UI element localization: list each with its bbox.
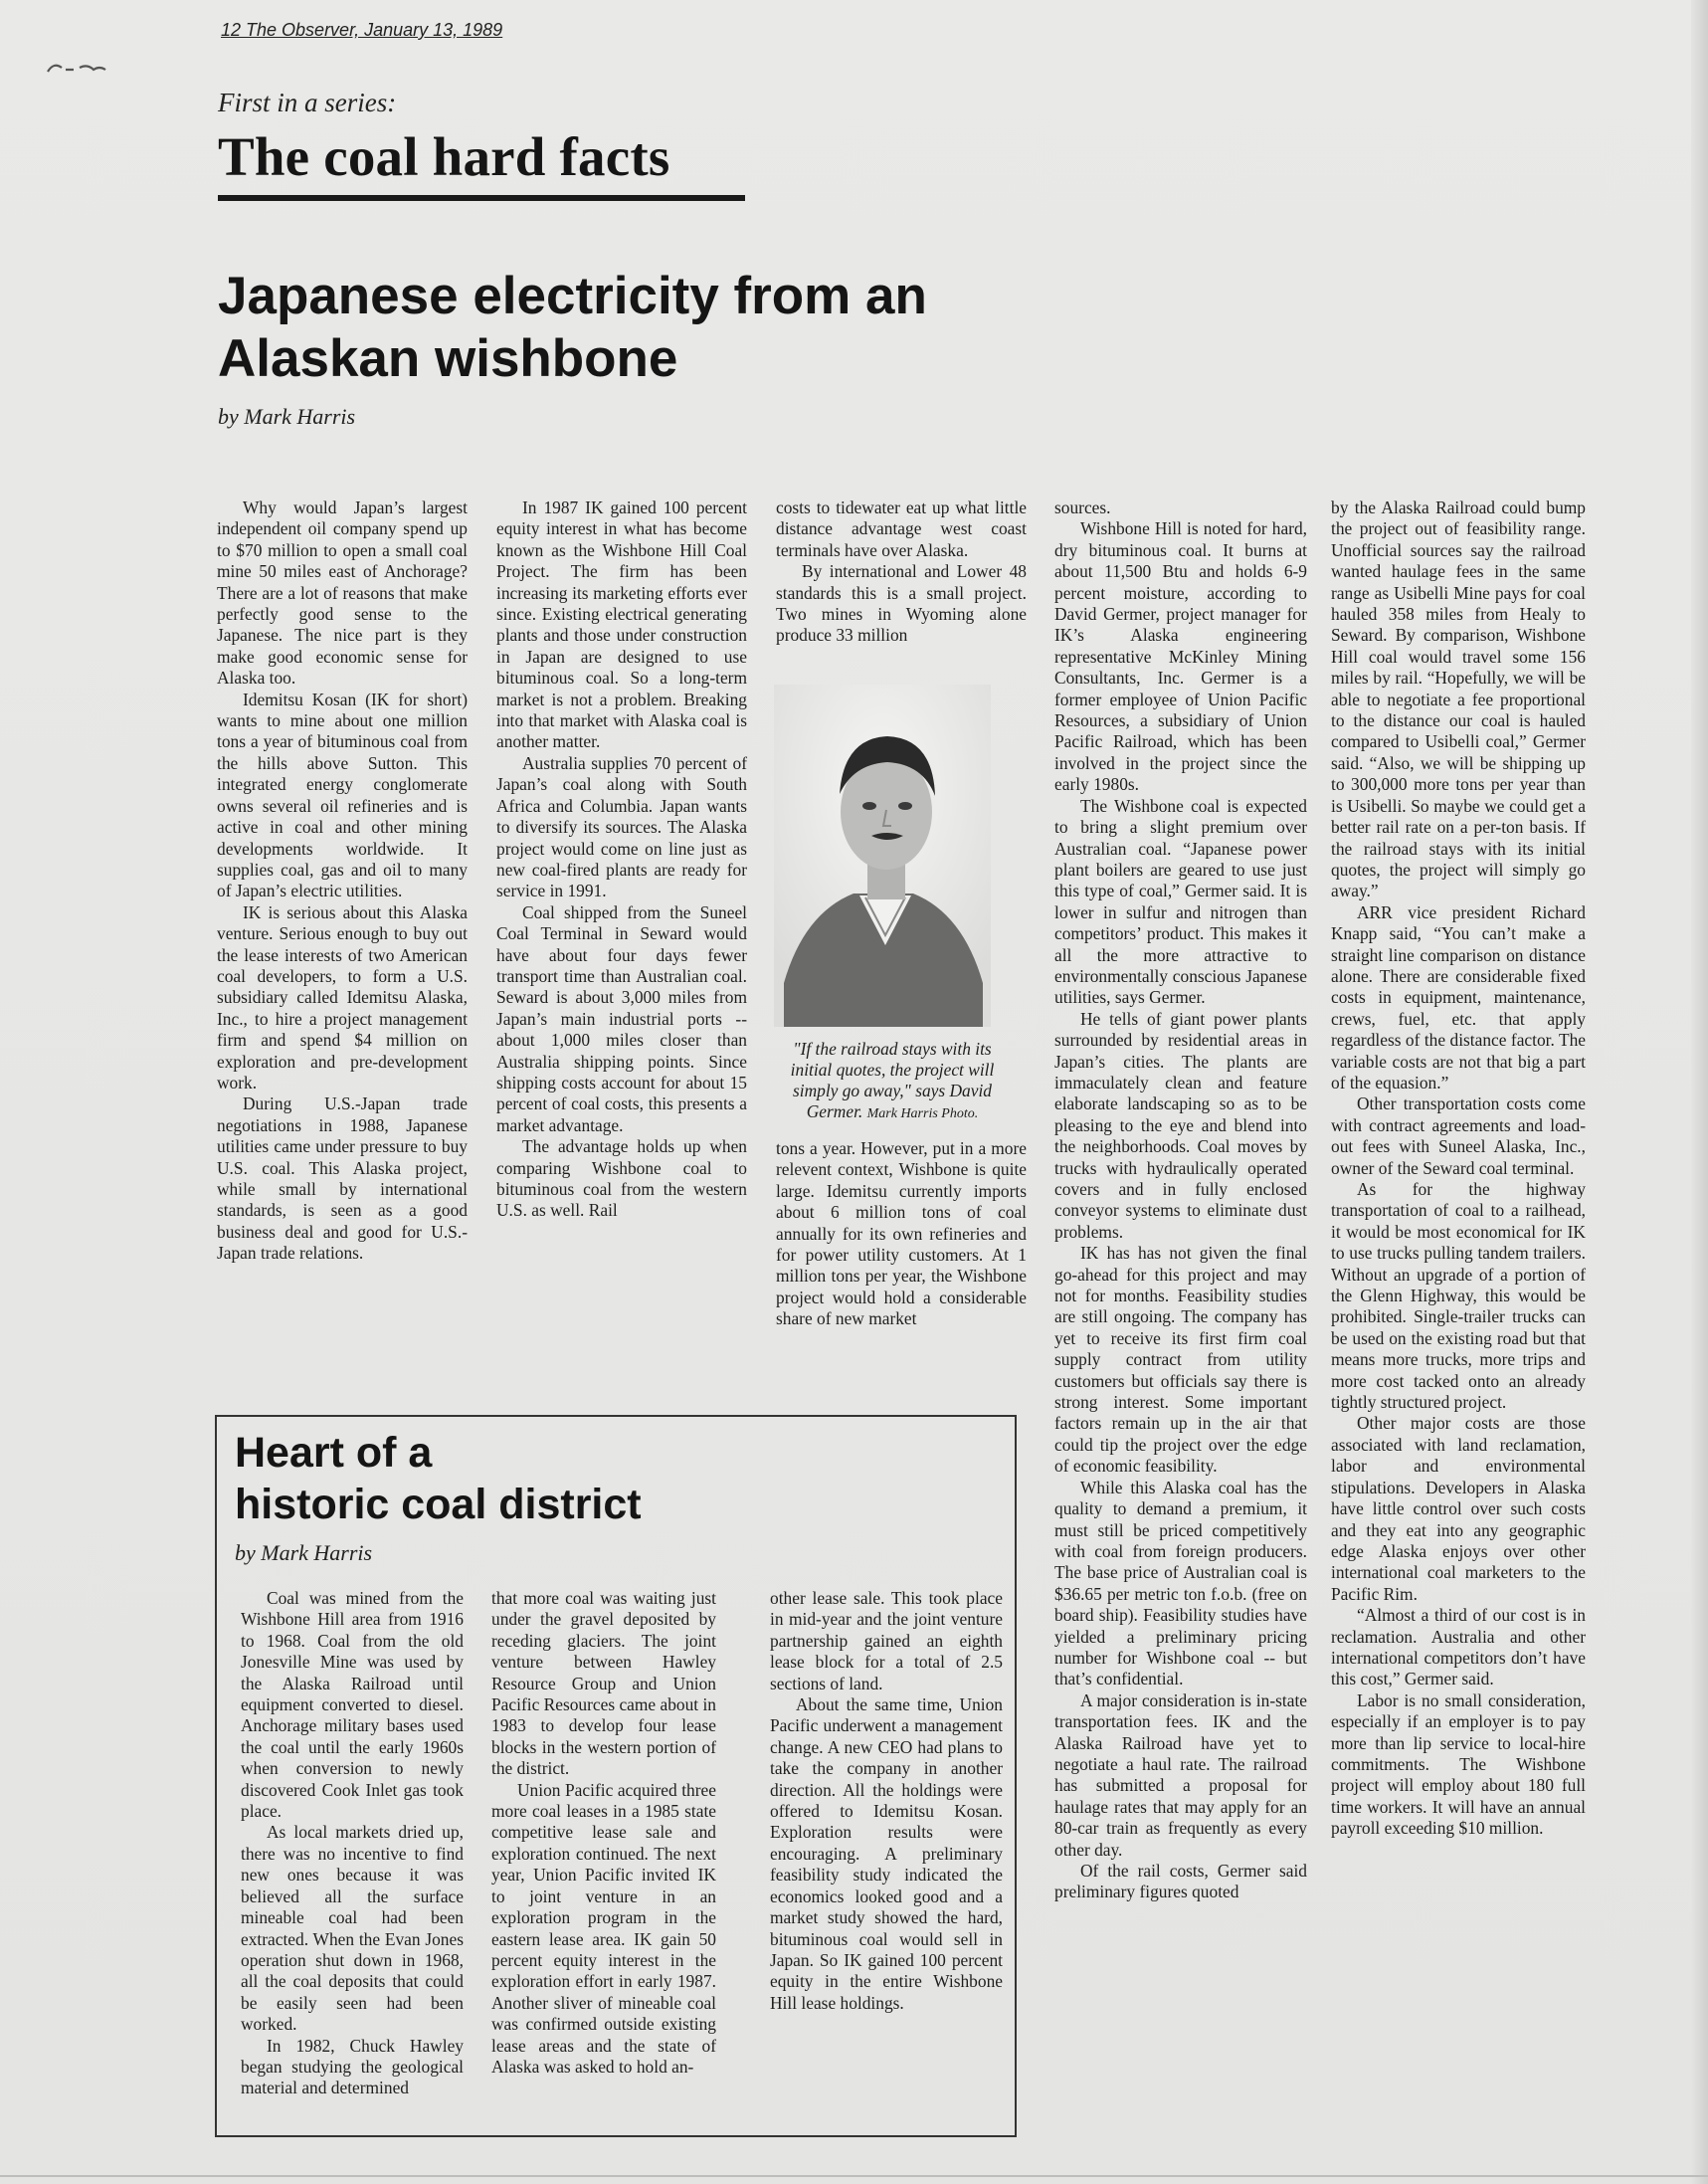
paragraph: other lease sale. This took place in mid-year and the joint venture partnership gained an eighth lease block for a total of 2.5 sections of land. bbox=[770, 1588, 1003, 1693]
pen-mark bbox=[44, 58, 143, 78]
paragraph: Of the rail costs, Germer said preliminary figures quoted bbox=[1054, 1861, 1307, 1902]
sidebar-column-1 bbox=[241, 1588, 464, 2099]
paragraph: Idemitsu Kosan (IK for short) wants to mine about one million tons a year of bituminous coal from the hills above Sutton. This integrated energy conglomerate owns several oil refineries and is active in coal and other mining developments worldwide. It supplies coal, gas and oil to many of Japan’s electric utilities. bbox=[217, 689, 468, 901]
article-column-3-bottom bbox=[776, 1138, 1027, 1330]
sidebar-column-2 bbox=[491, 1588, 716, 2078]
paragraph: Why would Japan’s largest independent oil company spend up to $70 million to open a small coal mine 50 miles east of Anchorage? There are a lot of reasons that make perfectly good sense to the Japanese. The nice part is they make good economic sense for Alaska too. bbox=[217, 497, 468, 689]
paragraph: A major consideration is in-state transportation fees. IK and the Alaska Railroad have yet to negotiate a haul rate. The railroad has submitted a proposal for haulage rates that may apply for an 80-car train as frequently as every other day. bbox=[1054, 1689, 1307, 1860]
portrait-photo bbox=[774, 685, 991, 1027]
paragraph: He tells of giant power plants surrounded by residential areas in Japan’s cities. The plants are immaculately clean and feature elaborate landscaping so as to be pleasing to the eye and blend into the neighborhoods. Coal moves by trucks with hydraulically operated covers and in fully enclosed conveyor systems to eliminate dust problems. bbox=[1054, 1008, 1307, 1242]
paragraph: costs to tidewater eat up what little distance advantage west coast terminals have over Alaska. bbox=[776, 497, 1027, 560]
paragraph: IK has has not given the final go-ahead for this project and may not for months. Feasibility studies are still ongoing. The company has yet to receive its first firm coal supply contract from utility customers but officials say there is strong interest. Some important factors remain up in the air that could tip the project over the edge of economic feasibility. bbox=[1054, 1243, 1307, 1477]
paragraph: In 1987 IK gained 100 percent equity interest in what has become known as the Wishbone Hill Coal Project. The firm has been increasing its marketing efforts ever since. Existing electrical generating plants and those under construction in Japan are designed to use bituminous coal. So a long-term market is not a problem. Breaking into that market with Alaska coal is another matter. bbox=[496, 497, 747, 752]
page-folio: 12 The Observer, January 13, 1989 bbox=[221, 20, 503, 40]
paragraph: The advantage holds up when comparing Wishbone coal to bituminous coal from the western U.S. as well. Rail bbox=[496, 1136, 747, 1221]
sidebar-headline bbox=[235, 1427, 792, 1530]
sidebar-byline: by Mark Harris bbox=[235, 1540, 373, 1565]
article-headline-line: Japanese electricity from an bbox=[218, 267, 927, 325]
page-edge-shadow bbox=[1691, 0, 1708, 2184]
paragraph: tons a year. However, put in a more relevent context, Wishbone is quite large. Idemitsu currently imports about 6 million tons of coal annually for its own refineries and for power utility customers. At 1 million tons per year, the Wishbone project would hold a considerable share of new market bbox=[776, 1138, 1027, 1329]
article-column-4 bbox=[1054, 497, 1307, 1903]
paragraph: sources. bbox=[1054, 497, 1111, 517]
paragraph: Coal shipped from the Suneel Coal Terminal in Seward would have about four days fewer transport time than Australian coal. Seward is about 3,000 miles from Japan’s main industrial ports -- about 1,000 miles closer than Australia shipping points. Since shipping costs account for about 15 percent of coal costs, this presents a market advantage. bbox=[496, 901, 747, 1135]
photo-caption-text: "If the railroad stays with its initial quotes, the project will simply go away," says David Germer. bbox=[790, 1039, 995, 1121]
paragraph: Other transportation costs come with contract agreements and load-out fees with Suneel Alaska, Inc., owner of the Seward coal terminal. bbox=[1331, 1093, 1586, 1178]
article-byline: by Mark Harris bbox=[218, 404, 356, 429]
paragraph: Coal was mined from the Wishbone Hill area from 1916 to 1968. Coal from the old Jonesville Mine was used by the Alaska Railroad until equipment converted to diesel. Anchorage military bases used the coal until the early 1960s when conversion to newly discovered Cook Inlet gas took place. bbox=[241, 1588, 464, 1822]
paragraph: Other major costs are those associated with land reclamation, labor and environmental stipulations. Developers in Alaska have little control over such costs and they eat into any geographic edge Alaska enjoys over other international coal marketers to the Pacific Rim. bbox=[1331, 1413, 1586, 1604]
sidebar-headline-line: Heart of a bbox=[235, 1429, 433, 1477]
paragraph: The Wishbone coal is expected to bring a slight premium over Australian coal. “Japanese power plant boilers are geared to use just this type of coal,” Germer said. It is lower in sulfur and nitrogen than competitors’ product. This makes it all the more attractive to environmentally conscious Japanese utilities, says Germer. bbox=[1054, 795, 1307, 1008]
photo-caption bbox=[774, 1039, 1011, 1124]
article-headline bbox=[218, 265, 1113, 390]
article-column-2 bbox=[496, 497, 747, 1222]
paragraph: that more coal was waiting just under the gravel deposited by receding glaciers. The joint venture between Hawley Resource Group and Union Pacific Resources came about in 1983 to develop four lease blocks in the western portion of the district. bbox=[491, 1588, 716, 1779]
paragraph: ARR vice president Richard Knapp said, “You can’t make a straight line comparison on distance alone. There are considerable fixed costs in equipment, maintenance, crews, fuel, etc. that apply regardless of the distance factor. The variable costs are not that big a part of the equasion.” bbox=[1331, 901, 1586, 1092]
paragraph: As local markets dried up, there was no incentive to find new ones because it was believed all the surface mineable coal had been extracted. When the Evan Jones operation shut down in 1968, all the coal deposits that could be easily seen had been worked. bbox=[241, 1822, 464, 2035]
paragraph: Union Pacific acquired three more coal leases in a 1985 state competitive lease sale and exploration continued. The next year, Union Pacific invited IK to joint venture in an exploration program in the eastern lease area. IK gain 50 percent equity interest in the exploration effort in early 1987. Another sliver of mineable coal was confirmed outside existing lease areas and the state of Alaska was asked to hold an- bbox=[491, 1779, 716, 2077]
sidebar-column-3 bbox=[770, 1588, 1003, 2014]
paragraph: “Almost a third of our cost is in reclamation. Australia and other international competitors don’t have this cost,” Germer said. bbox=[1331, 1605, 1586, 1689]
paragraph: by the Alaska Railroad could bump the project out of feasibility range. Unofficial sources say the railroad wanted haulage fees in the same range as Usibelli Mine pays for coal hauled 358 miles from Healy to Seward. By comparison, Wishbone Hill coal would travel some 156 miles by rail. “Hopefully, we will be able to negotiate a fee proportional to the distance our coal is hauled compared to Usibelli coal,” Germer said. “Also, we will be shipping up to 300,000 more tons per year than is Usibelli. So maybe we could get a better rail rate on a per-ton basis. If the railroad stays with its initial quotes, the project will simply go away.” bbox=[1331, 497, 1586, 901]
paragraph: Australia supplies 70 percent of Japan’s coal along with South Africa and Columbia. Japan wants to diversify its sources. The Alaska project would come on line just as new coal-fired plants are ready for service in 1991. bbox=[496, 752, 747, 901]
photo-credit: Mark Harris Photo. bbox=[866, 1106, 979, 1121]
paragraph: Wishbone Hill is noted for hard, dry bituminous coal. It burns at about 11,500 Btu and holds 6-9 percent moisture, according to David Germer, project manager for IK’s Alaska engineering representative McKinley Mining Consultants, Inc. Germer is a former employee of Union Pacific Resources, a subsidiary of Union Pacific Railroad, which has been involved in the project since the early 1980s. bbox=[1054, 518, 1307, 795]
paragraph: IK is serious about this Alaska venture. Serious enough to buy out the lease interests of two American coal developers, to form a U.S. subsidiary called Idemitsu Alaska, Inc., to hire a project management firm and spend $4 million on exploration and pre-development work. bbox=[217, 901, 468, 1092]
series-title-rule bbox=[218, 195, 745, 201]
series-title: The coal hard facts bbox=[218, 126, 670, 187]
article-column-5 bbox=[1331, 497, 1586, 1840]
paragraph: In 1982, Chuck Hawley began studying the geological material and determined bbox=[241, 2035, 464, 2098]
paragraph: As for the highway transportation of coal to a railhead, it would be most economical for IK to use trucks pulling tandem trailers. Without an upgrade of a portion of the Glenn Highway, this would be prohibited. Single-trailer trucks can be used on the existing road but that means more trucks, more trips and more cost tacked onto an already tightly structured project. bbox=[1331, 1179, 1586, 1413]
article-column-1 bbox=[217, 497, 468, 1265]
article-headline-line: Alaskan wishbone bbox=[218, 329, 678, 388]
paragraph: By international and Lower 48 standards this is a small project. Two mines in Wyoming alone produce 33 million bbox=[776, 561, 1027, 646]
paragraph: About the same time, Union Pacific underwent a management change. A new CEO had plans to take the company in another direction. All the holdings were offered to Idemitsu Kosan. Exploration results were encouraging. A preliminary feasibility study indicated the economics looked good and a market study showed the hard, bituminous coal would sell in Japan. So IK gained 100 percent equity in the entire Wishbone Hill lease holdings. bbox=[770, 1694, 1003, 2013]
article-column-3-top bbox=[776, 497, 1027, 647]
series-kicker: First in a series: bbox=[218, 88, 397, 117]
paragraph: While this Alaska coal has the quality to demand a premium, it must still be priced competitively with coal from foreign producers. The base price of Australian coal is $36.65 per metric ton f.o.b. (free on board ship). Feasibility studies have yielded a preliminary pricing number for Wishbone coal -- but that’s confidential. bbox=[1054, 1477, 1307, 1689]
paragraph: Labor is no small consideration, especially if an employer is to pay more than lip service to local-hire commitments. The Wishbone project will employ about 180 full time workers. It will have an annual payroll exceeding $10 million. bbox=[1331, 1689, 1586, 1839]
paragraph: During U.S.-Japan trade negotiations in 1988, Japanese utilities came under pressure to buy U.S. coal. This Alaska project, while small by international standards, is seen as a good business deal and good for U.S.-Japan trade relations. bbox=[217, 1093, 468, 1264]
page-bottom-edge bbox=[0, 2175, 1708, 2177]
sidebar-headline-line: historic coal district bbox=[235, 1481, 642, 1528]
